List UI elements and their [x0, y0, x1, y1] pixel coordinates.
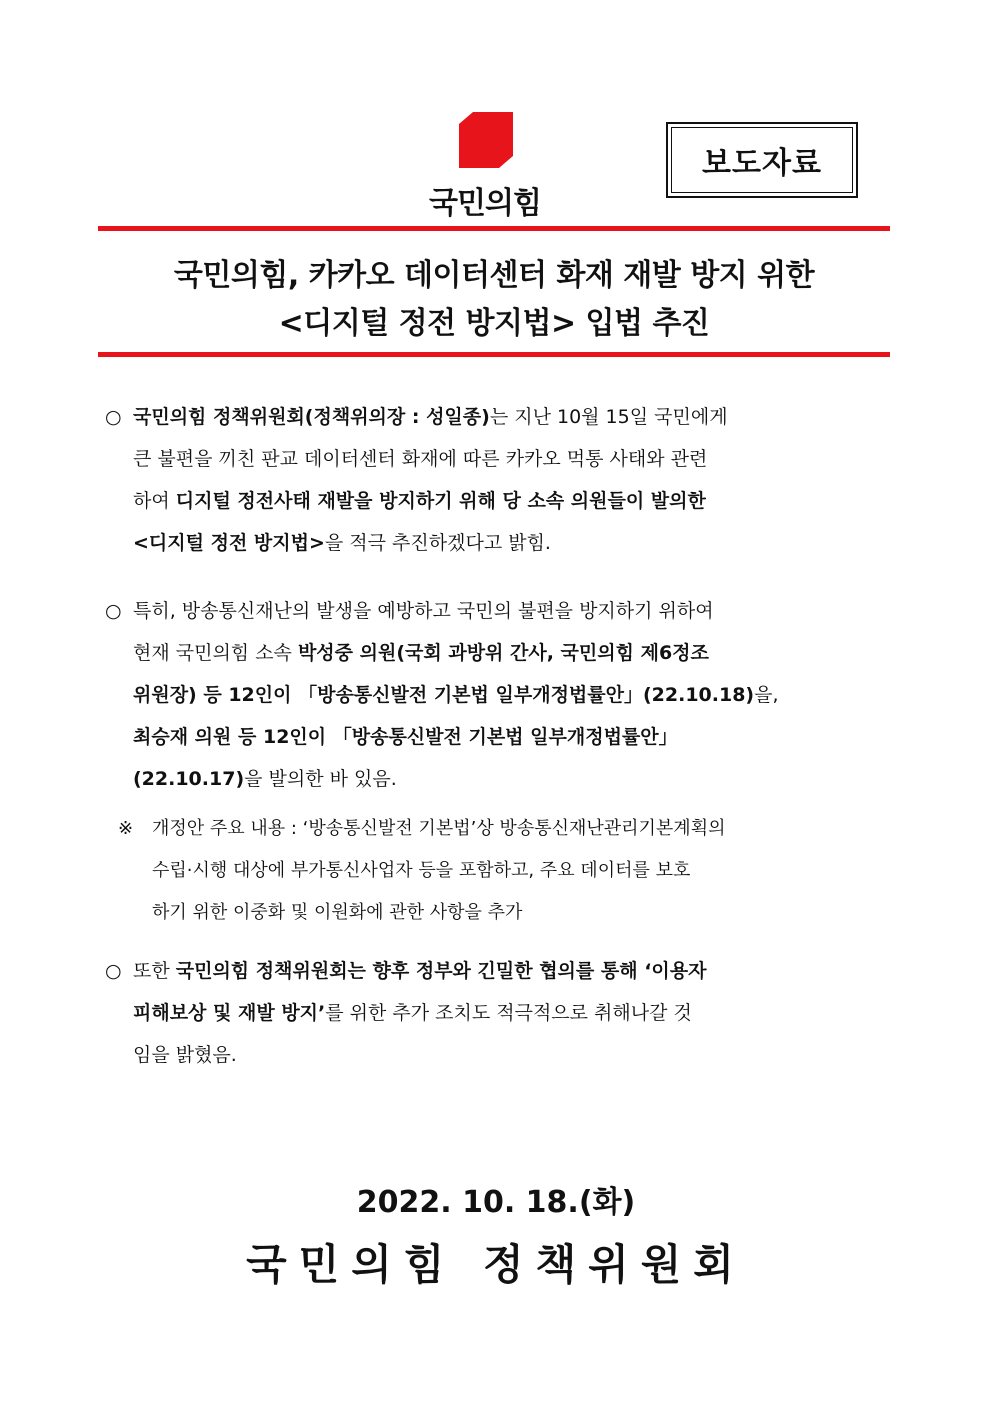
paragraph-2-line-4: 최승재 의원 등 12인이 「방송통신발전 기본법 일부개정법률안」 — [133, 726, 678, 748]
paragraph-1-line-1: ○ 국민의힘 정책위원회(정책위의장 : 성일종)는 지난 10월 15일 국민에게 — [105, 396, 897, 438]
bullet-icon: ○ — [105, 600, 122, 622]
paragraph-2-line-5: (22.10.17)을 발의한 바 있음. — [133, 768, 397, 790]
note-line-1: ※ 개정안 주요 내용 : ‘방송통신발전 기본법’상 방송통신재난관리기본계획의 — [118, 808, 898, 850]
release-date: 2022. 10. 18.(화) — [356, 1185, 636, 1220]
party-logo-mark — [459, 112, 513, 168]
paragraph-1 — [105, 396, 897, 564]
headline-line-1: 국민의힘, 카카오 데이터센터 화재 재발 방지 위한 — [173, 258, 815, 293]
paragraph-3-line-1: ○ 또한 국민의힘 정책위원회는 향후 정부와 긴밀한 협의를 통해 ‘이용자 — [105, 950, 897, 992]
paragraph-1-line-4: <디지털 정전 방지법>을 적극 추진하겠다고 밝힘. — [133, 532, 551, 554]
bullet-icon: ○ — [105, 406, 122, 428]
party-logo-text: 국민의힘 — [429, 186, 541, 221]
party-logo — [415, 112, 555, 222]
note-line-3: 하기 위한 이중화 및 이원화에 관한 사항을 추가 — [152, 902, 523, 923]
issuing-organization: 국민의힘 정책위원회 — [246, 1240, 746, 1289]
press-release-badge — [666, 122, 858, 198]
headline-top-rule — [98, 226, 890, 231]
amendment-note — [118, 808, 898, 934]
headline-bottom-rule — [98, 352, 890, 357]
paragraph-3-line-2: 피해보상 및 재발 방지’를 위한 추가 조치도 적극적으로 취해나갈 것 — [133, 1002, 692, 1024]
paragraph-3-line-3: 임을 밝혔음. — [133, 1044, 237, 1066]
paragraph-2-line-2: 현재 국민의힘 소속 박성중 의원(국회 과방위 간사, 국민의힘 제6정조 — [133, 642, 709, 664]
paragraph-1-line-2: 큰 불편을 끼친 판교 데이터센터 화재에 따른 카카오 먹통 사태와 관련 — [133, 448, 708, 470]
press-release-label: 보도자료 — [671, 127, 853, 193]
reference-mark-icon: ※ — [118, 818, 134, 839]
paragraph-1-line-3: 하여 디지털 정전사태 재발을 방지하기 위해 당 소속 의원들이 발의한 — [133, 490, 706, 512]
note-line-2: 수립·시행 대상에 부가통신사업자 등을 포함하고, 주요 데이터를 보호 — [152, 860, 691, 881]
paragraph-2-line-1: ○ 특히, 방송통신재난의 발생을 예방하고 국민의 불편을 방지하기 위하여 — [105, 590, 897, 632]
paragraph-2-line-3: 위원장) 등 12인이 「방송통신발전 기본법 일부개정법률안」(22.10.18)을, — [133, 684, 779, 706]
bullet-icon: ○ — [105, 960, 122, 982]
headline-line-2: <디지털 정전 방지법> 입법 추진 — [278, 306, 710, 341]
paragraph-3 — [105, 950, 897, 1076]
paragraph-2 — [105, 590, 897, 800]
